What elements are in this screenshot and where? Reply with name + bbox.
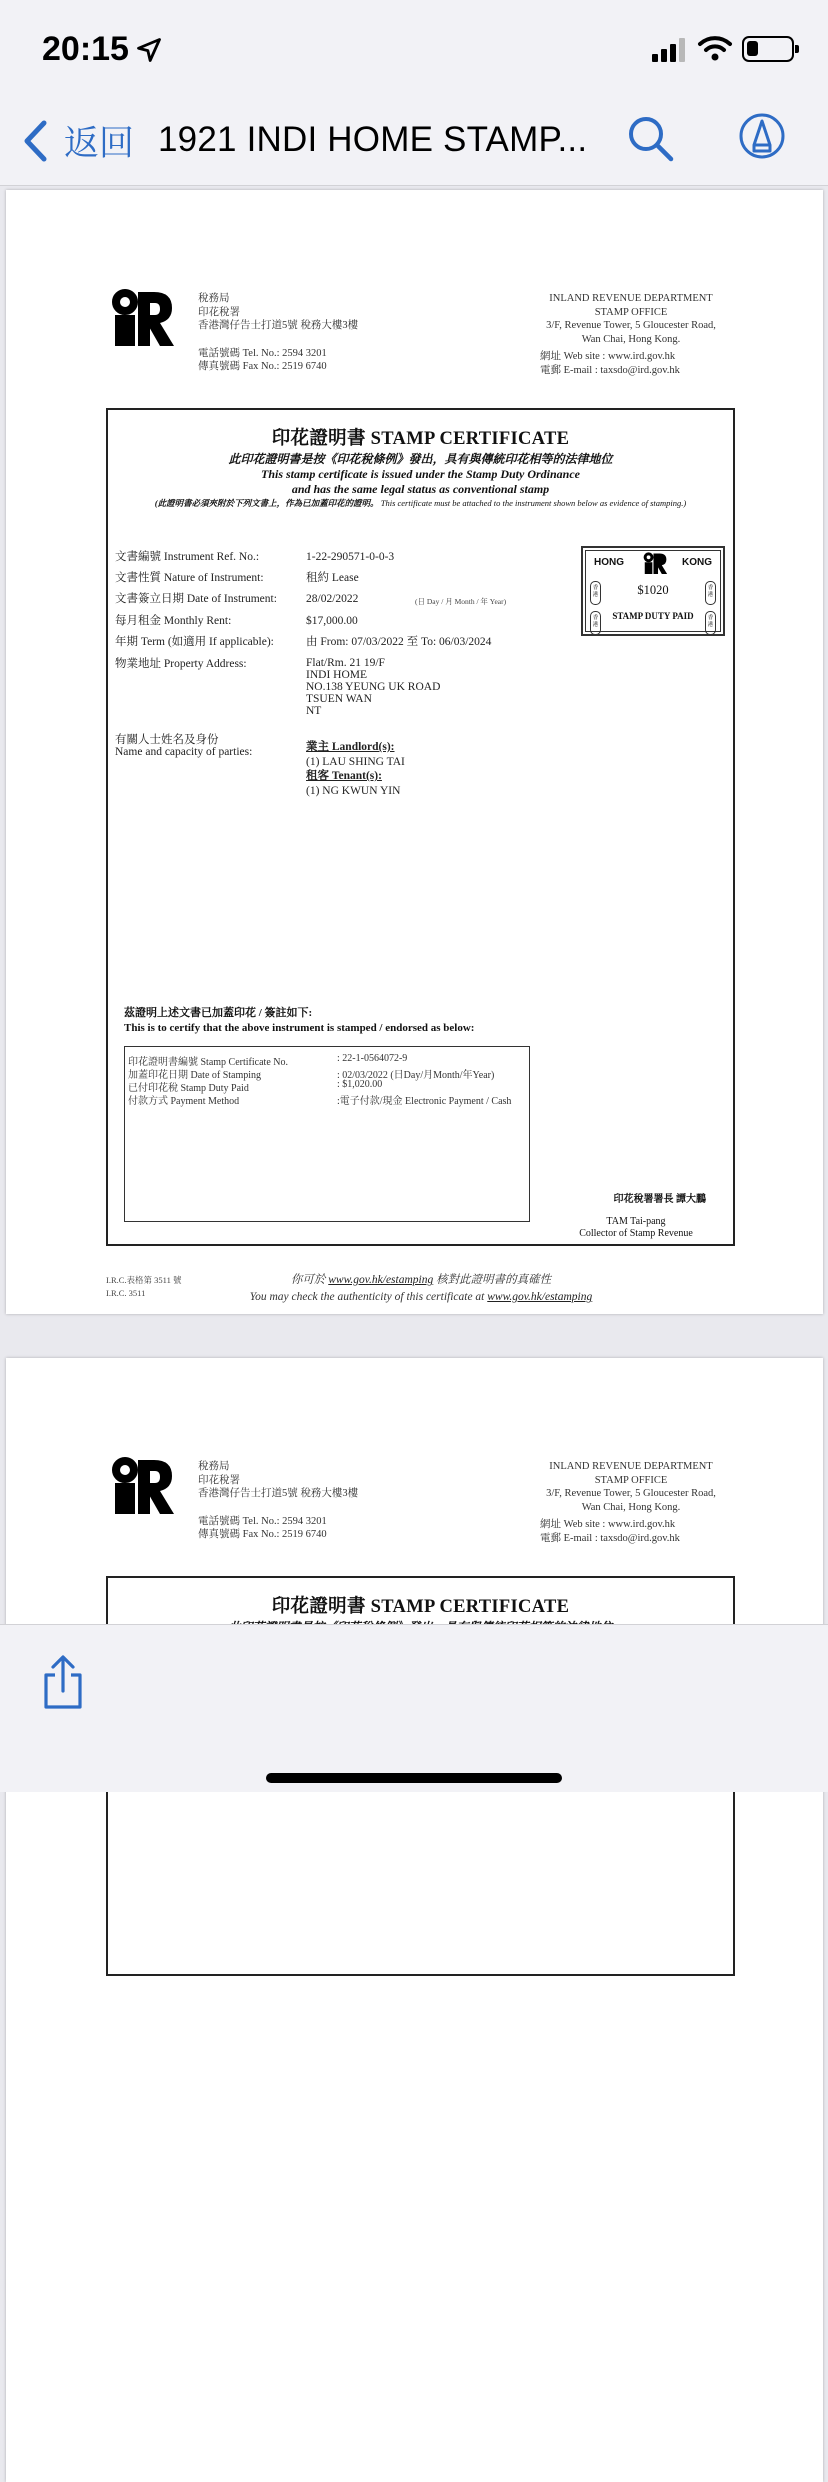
landlord-heading: 業主 Landlord(s): <box>306 741 395 753</box>
ird-logo-icon <box>642 552 668 574</box>
zh-address: 香港灣仔告士打道5號 稅務大樓3樓 <box>198 1488 359 1499</box>
stamp-side-left: 香港 <box>590 581 601 605</box>
en-department: INLAND REVENUE DEPARTMENT <box>549 1461 713 1472</box>
status-bar <box>0 0 828 98</box>
tel-number: 電話號碼 Tel. No.: 2594 3201 <box>198 347 327 359</box>
stamp-side-right-lower: 香港 <box>705 611 716 635</box>
fax-number: 傳真號碼 Fax No.: 2519 6740 <box>198 1529 327 1540</box>
form-number <box>106 1274 181 1300</box>
stamping-label: 加蓋印花日期 Date of Stamping <box>128 1070 262 1081</box>
stamping-value: : 02/03/2022 (日Day/月Month/年Year) <box>337 1070 495 1081</box>
stamp-duty-paid-stamp <box>581 546 725 636</box>
search-icon[interactable] <box>626 114 676 164</box>
bottom-toolbar <box>0 1624 828 1792</box>
document-title: 1921 INDI HOME STAMP... <box>158 120 588 159</box>
en-address-line2: Wan Chai, Hong Kong. <box>581 333 681 345</box>
collector-name: TAM Tai-pang <box>606 1216 666 1227</box>
certificate-title: 印花證明書 STAMP CERTIFICATE <box>271 1597 570 1617</box>
form-number-en: I.R.C. 3511 <box>106 1288 146 1298</box>
field-label: 文書性質 Nature of Instrument: <box>115 572 264 584</box>
zh-department: 稅務局 <box>198 293 230 304</box>
fax-number: 傳真號碼 Fax No.: 2519 6740 <box>198 361 327 372</box>
share-icon[interactable] <box>40 1655 86 1711</box>
stamping-value: :電子付款/現金 Electronic Payment / Cash <box>337 1096 512 1107</box>
chevron-left-icon <box>22 119 48 163</box>
attach-note-zh: (此證明書必須夾附於下列文書上，作為已加蓋印花的證明。 <box>154 498 379 508</box>
markup-pen-icon[interactable] <box>738 112 786 160</box>
check-zh-pre: 你可於 <box>290 1274 326 1286</box>
address-line: NT <box>306 705 322 717</box>
zh-office: 印花稅署 <box>198 306 240 318</box>
pdf-page-1 <box>6 190 823 1314</box>
landlord-name: (1) LAU SHING TAI <box>306 755 405 768</box>
subtitle-zh: 此印花證明書是按《印花稅條例》發出，具有與傳統印花相等的法律地位 <box>228 452 613 466</box>
field-label: 文書編號 Instrument Ref. No.: <box>115 551 260 563</box>
pdf-viewer[interactable] <box>0 186 828 1624</box>
navigation-bar <box>0 98 828 186</box>
field-value: $17,000.00 <box>306 615 358 627</box>
certify-zh: 茲證明上述文書已加蓋印花 / 簽註如下: <box>124 1007 313 1019</box>
back-button[interactable] <box>22 116 134 166</box>
certificate-title: 印花證明書 STAMP CERTIFICATE <box>271 429 570 449</box>
status-time: 20:15 <box>42 30 129 68</box>
letterhead-chinese <box>198 292 358 374</box>
subtitle-en-1: This stamp certificate is issued under the Stamp Duty Ordinance <box>260 467 581 481</box>
en-office: STAMP OFFICE <box>594 1474 668 1486</box>
letterhead-english <box>526 1460 736 1545</box>
stamping-value: : $1,020.00 <box>337 1079 383 1090</box>
attach-note-en: This certificate must be attached to the instrument shown below as evidence of stamping.) <box>380 498 687 508</box>
stamp-hong: HONG <box>594 557 624 568</box>
form-number-zh: I.R.C.表格第 3511 號 <box>106 1275 182 1285</box>
pdf-page-2 <box>6 1358 823 2482</box>
zh-office: 印花稅署 <box>198 1474 240 1486</box>
stamp-side-right: 香港 <box>705 581 716 605</box>
en-office: STAMP OFFICE <box>594 306 668 318</box>
stamp-certificate <box>106 408 735 1246</box>
back-label: 返回 <box>64 124 135 164</box>
stamping-value: : 22-1-0564072-9 <box>337 1053 408 1064</box>
zh-address: 香港灣仔告士打道5號 稅務大樓3樓 <box>198 320 359 331</box>
website: 網址 Web site : www.ird.gov.hk <box>540 351 676 362</box>
authenticity-note <box>186 1272 656 1306</box>
zh-department: 稅務局 <box>198 1461 230 1472</box>
address-line: Flat/Rm. 21 19/F <box>306 657 385 669</box>
stamp-paid-label: STAMP DUTY PAID <box>612 611 694 621</box>
field-label: 文書簽立日期 Date of Instrument: <box>115 593 277 605</box>
en-department: INLAND REVENUE DEPARTMENT <box>549 293 713 304</box>
stamp-amount: $1020 <box>637 583 669 597</box>
home-indicator[interactable] <box>266 1773 562 1783</box>
field-value: 租約 Lease <box>306 572 359 584</box>
property-label: 物業地址 Property Address: <box>115 658 247 670</box>
cellular-signal-icon <box>652 38 688 62</box>
letterhead-english <box>526 292 736 377</box>
check-en-pre: You may check the authenticity of this certificate at <box>249 1291 485 1303</box>
stamp-kong: KONG <box>682 557 712 568</box>
subtitle-en-2: and has the same legal status as conventional stamp <box>291 482 550 496</box>
website: 網址 Web site : www.ird.gov.hk <box>540 1519 676 1530</box>
parties-list <box>306 740 405 798</box>
ird-logo-icon <box>110 288 174 346</box>
collector-zh: 印花稅署署長 譚大鵬 <box>613 1194 706 1205</box>
property-address <box>306 657 440 717</box>
field-label: 年期 Term (如適用 If applicable): <box>115 636 274 648</box>
estamping-link[interactable]: www.gov.hk/estamping <box>487 1291 593 1303</box>
address-line: TSUEN WAN <box>306 693 372 705</box>
stamping-label: 付款方式 Payment Method <box>128 1096 240 1107</box>
ird-logo-icon <box>110 1456 174 1514</box>
stamping-label: 印花證明書編號 Stamp Certificate No. <box>128 1057 288 1068</box>
email: 電郵 E-mail : taxsdo@ird.gov.hk <box>540 364 680 376</box>
date-format-note: (日 Day / 月 Month / 年 Year) <box>415 597 507 606</box>
collector-signature <box>556 1194 716 1240</box>
address-line: INDI HOME <box>306 669 368 681</box>
estamping-link[interactable]: www.gov.hk/estamping <box>328 1274 434 1286</box>
stamping-label: 已付印花稅 Stamp Duty Paid <box>128 1083 249 1094</box>
tenant-heading: 租客 Tenant(s): <box>306 770 382 782</box>
certificate-subtitle <box>108 452 733 510</box>
parties-label-zh: 有關人士姓名及身份 <box>115 734 219 746</box>
field-value: 由 From: 07/03/2022 至 To: 06/03/2024 <box>306 636 492 648</box>
certification-statement <box>124 1006 474 1036</box>
stamping-details-box <box>124 1046 530 1222</box>
check-zh-post: 核對此證明書的真確性 <box>436 1274 552 1286</box>
field-label: 每月租金 Monthly Rent: <box>115 615 232 627</box>
certify-en: This is to certify that the above instrument is stamped / endorsed as below: <box>124 1022 475 1034</box>
tel-number: 電話號碼 Tel. No.: 2594 3201 <box>198 1515 327 1527</box>
wifi-icon <box>698 34 732 62</box>
parties-label-en: Name and capacity of parties: <box>115 746 253 758</box>
collector-title: Collector of Stamp Revenue <box>579 1228 693 1239</box>
field-value: 1-22-290571-0-0-3 <box>306 551 395 563</box>
battery-icon <box>742 36 794 62</box>
address-line: NO.138 YEUNG UK ROAD <box>306 681 441 693</box>
en-address-line1: 3/F, Revenue Tower, 5 Gloucester Road, <box>546 320 716 331</box>
stamp-side-left-lower: 香港 <box>590 611 601 635</box>
tenant-name: (1) NG KWUN YIN <box>306 784 401 797</box>
parties-label <box>115 734 305 758</box>
email: 電郵 E-mail : taxsdo@ird.gov.hk <box>540 1532 680 1544</box>
en-address-line1: 3/F, Revenue Tower, 5 Gloucester Road, <box>546 1488 716 1499</box>
location-arrow-icon <box>135 36 163 64</box>
letterhead-chinese <box>198 1460 358 1542</box>
en-address-line2: Wan Chai, Hong Kong. <box>581 1501 681 1513</box>
field-value: 28/02/2022 <box>306 593 359 605</box>
